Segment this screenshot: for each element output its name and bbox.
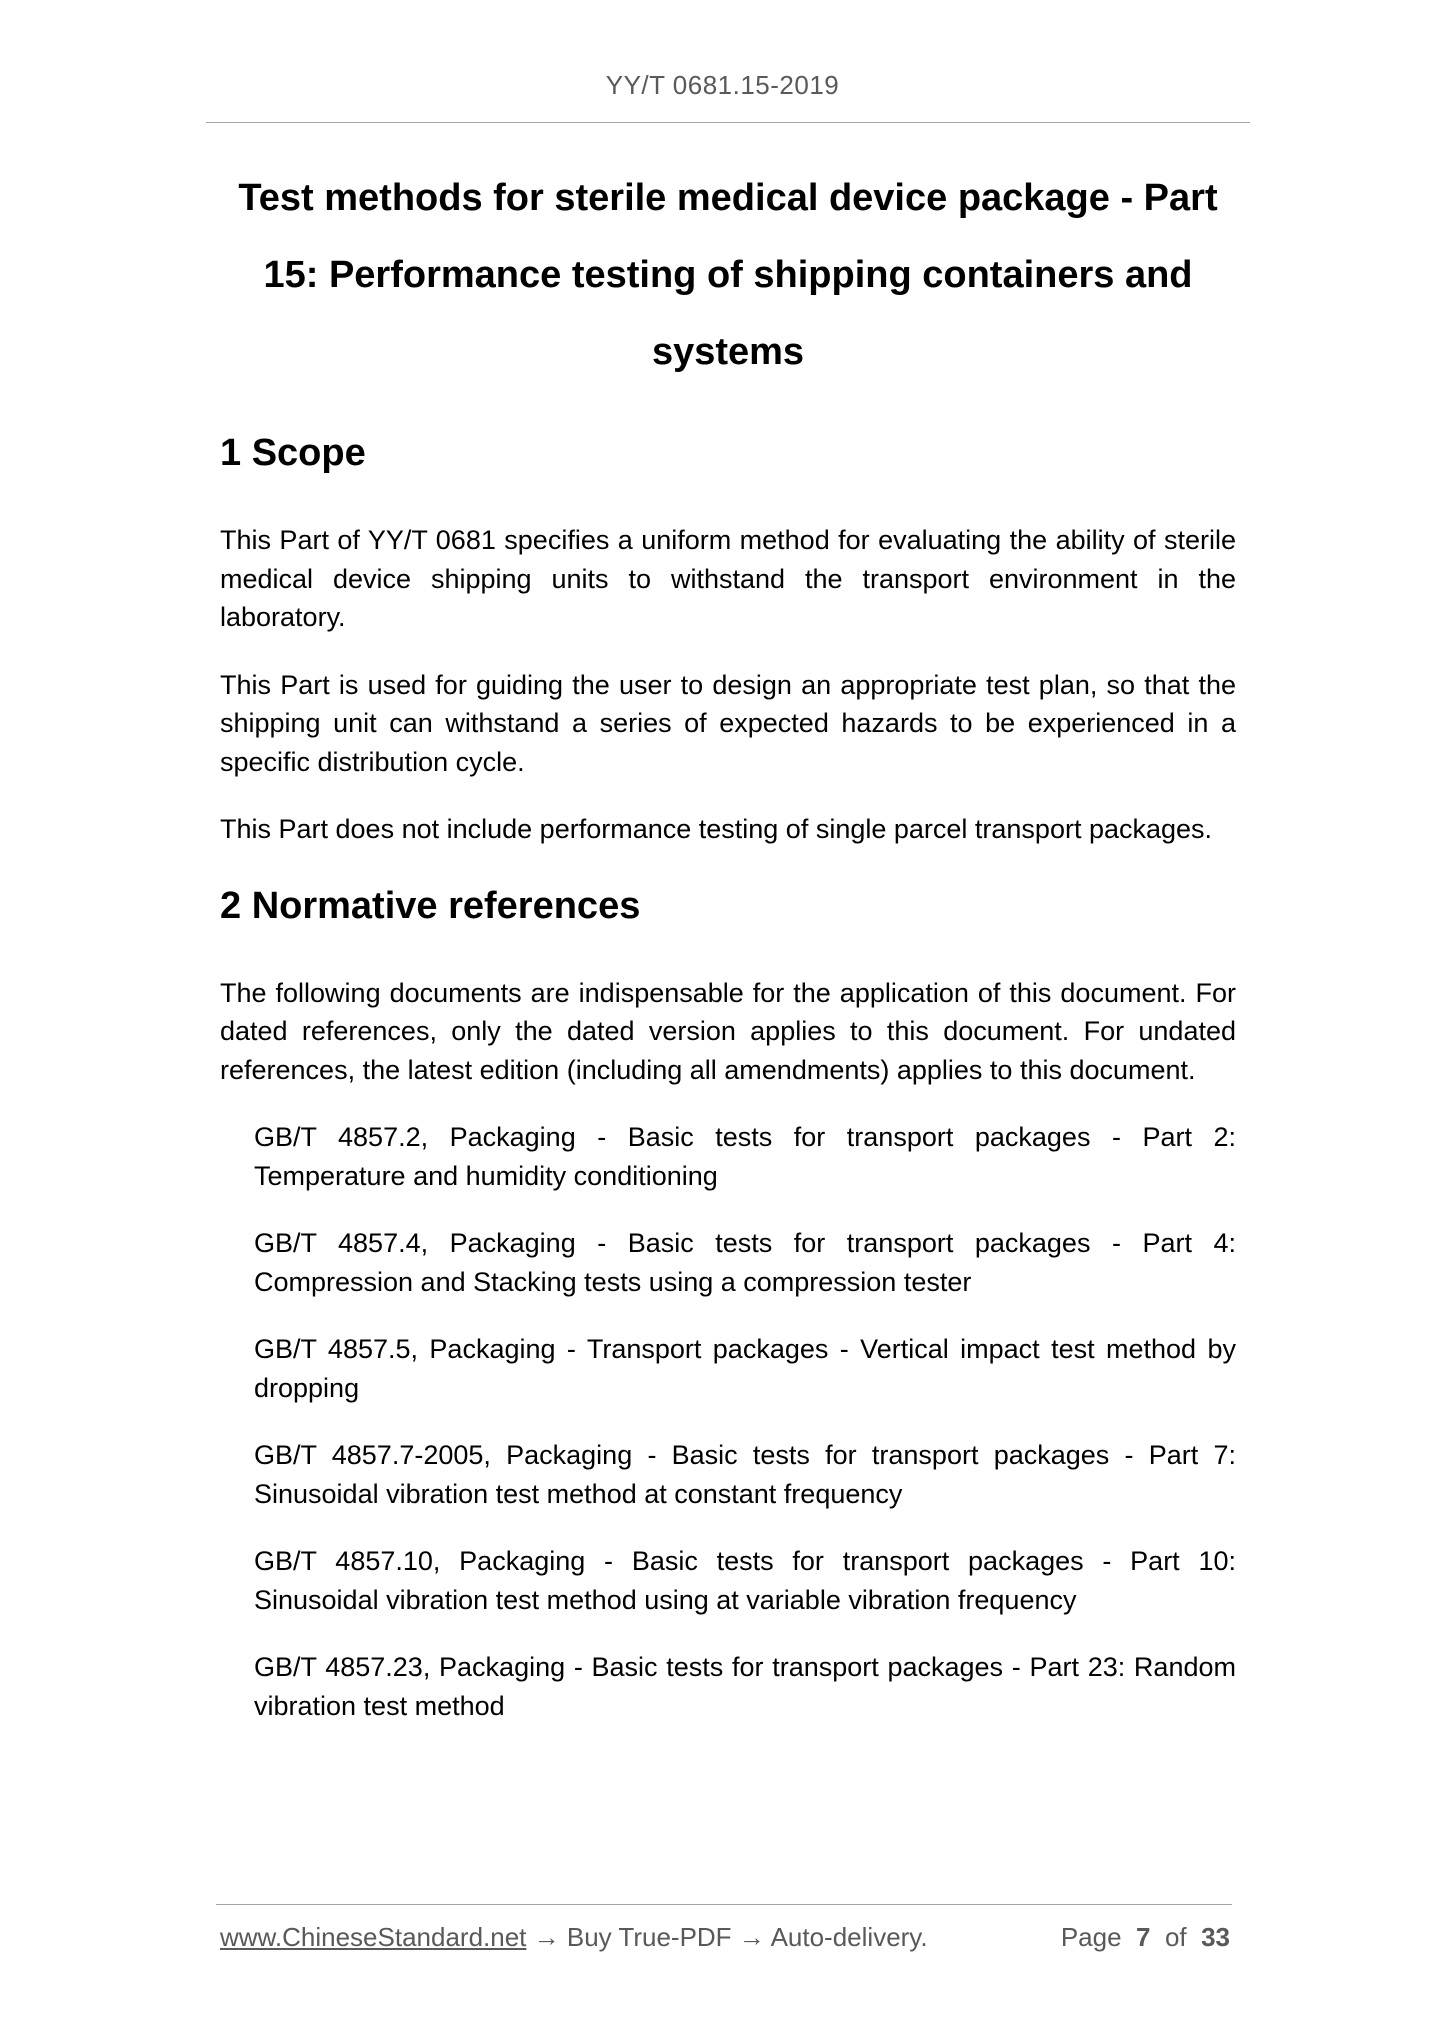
footer-promo-text: → Buy True-PDF → Auto-delivery. — [526, 1922, 928, 1952]
scope-paragraph-1: This Part of YY/T 0681 specifies a uniform method for evaluating the ability of sterile medical device shipping units to withstand the transport environment in the laboratory. — [220, 525, 1236, 632]
title-line-2: 15: Performance testing of shipping containers and — [263, 254, 1193, 296]
header-divider — [206, 122, 1250, 123]
website-link[interactable]: www.ChineseStandard.net — [220, 1922, 527, 1952]
document-body — [220, 425, 1236, 1754]
document-title — [206, 160, 1250, 391]
reference-item: GB/T 4857.2, Packaging - Basic tests for transport packages - Part 2: Temperature and humidity conditioning — [254, 1122, 1236, 1191]
reference-item: GB/T 4857.7-2005, Packaging - Basic tests for transport packages - Part 7: Sinusoidal vibration test method at constant frequency — [254, 1440, 1236, 1509]
document-code-header: YY/T 0681.15-2019 — [605, 70, 840, 100]
current-page-number: 7 — [1136, 1922, 1151, 1952]
reference-item: GB/T 4857.4, Packaging - Basic tests for transport packages - Part 4: Compression and Stacking tests using a compression tester — [254, 1228, 1236, 1297]
title-line-3: systems — [651, 331, 805, 373]
scope-paragraph-3: This Part does not include performance testing of single parcel transport packages. — [220, 814, 1213, 844]
total-page-count: 33 — [1201, 1922, 1230, 1952]
normative-references-intro: The following documents are indispensable for the application of this document. For dated references, only the dated version applies to this document. For undated references, the latest edition (including all amendments) applies to this document. — [220, 977, 1236, 1085]
reference-item: GB/T 4857.5, Packaging - Transport packages - Vertical impact test method by dropping — [254, 1334, 1236, 1403]
scope-paragraph-2: This Part is used for guiding the user to design an appropriate test plan, so that the shipping unit can withstand a series of expected hazards to be experienced in a specific distribution cycle. — [220, 669, 1236, 777]
of-label: of — [1164, 1922, 1187, 1952]
footer-promo — [220, 1922, 928, 1953]
title-line-1: Test methods for sterile medical device package - Part — [238, 177, 1218, 219]
page-counter — [1061, 1922, 1230, 1953]
footer-divider — [216, 1904, 1232, 1905]
reference-item: GB/T 4857.10, Packaging - Basic tests for transport packages - Part 10: Sinusoidal vibration test method using at variable vibration frequency — [254, 1546, 1236, 1615]
section-heading-normative-references: 2 Normative references — [220, 884, 641, 927]
page-label: Page — [1060, 1922, 1122, 1952]
reference-item: GB/T 4857.23, Packaging - Basic tests for transport packages - Part 23: Random vibration test method — [254, 1652, 1236, 1721]
section-heading-scope: 1 Scope — [220, 432, 366, 474]
